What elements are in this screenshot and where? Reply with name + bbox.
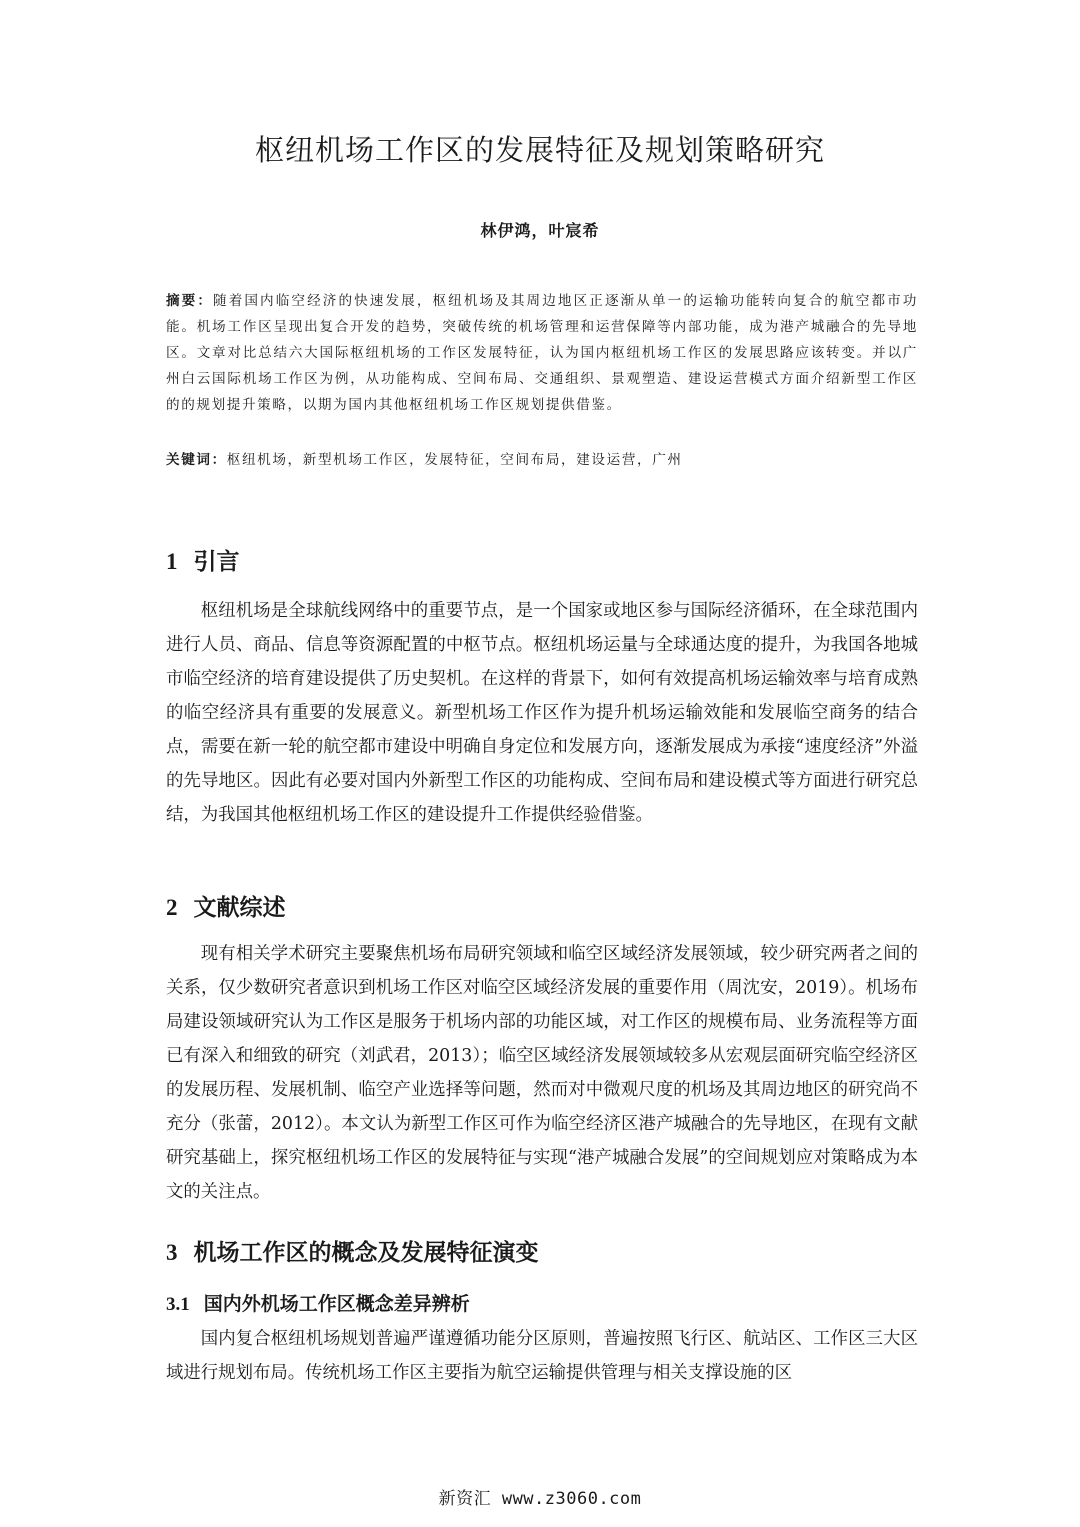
section-1-paragraph: 枢纽机场是全球航线网络中的重要节点，是一个国家或地区参与国际经济循环，在全球范围内进行人员、商品、信息等资源配置的中枢节点。枢纽机场运量与全球通达度的提升，为我国各地城市临空经济的培育建设提供了历史契机。在这样的背景下，如何有效提高机场运输效率与培育成熟的临空经济具有重要的发展意义。新型机场工作区作为提升机场运输效能和发展临空商务的结合点，需要在新一轮的航空都市建设中明确自身定位和发展方向，逐渐发展成为承接“速度经济”外溢的先导地区。因此有必要对国内外新型工作区的功能构成、空间布局和建设模式等方面进行研究总结，为我国其他枢纽机场工作区的建设提升工作提供经验借鉴。 <box>166 601 918 825</box>
section-3-1-paragraph: 国内复合枢纽机场规划普遍严谨遵循功能分区原则，普遍按照飞行区、航站区、工作区三大区域进行规划布局。传统机场工作区主要指为航空运输提供管理与相关支撑设施的区 <box>166 1329 918 1383</box>
abstract-text: 随着国内临空经济的快速发展，枢纽机场及其周边地区正逐渐从单一的运输功能转向复合的航空都市功能。机场工作区呈现出复合开发的趋势，突破传统的机场管理和运营保障等内部功能，成为港产城融合的先导地区。文章对比总结六大国际枢纽机场的工作区发展特征，认为国内枢纽机场工作区的发展思路应该转变。并以广州白云国际机场工作区为例，从功能构成、空间布局、交通组织、景观塑造、建设运营模式方面介绍新型工作区的的规划提升策略，以期为国内其他枢纽机场工作区规划提供借鉴。 <box>166 293 918 413</box>
subsection-title: 国内外机场工作区概念差异辨析 <box>203 1293 470 1315</box>
section-title: 文献综述 <box>193 895 286 921</box>
section-3-heading <box>166 1237 539 1269</box>
section-number: 3 <box>166 1240 178 1265</box>
keywords <box>166 447 918 473</box>
abstract-label: 摘要： <box>166 293 214 309</box>
abstract <box>166 288 918 418</box>
paper-authors: 林伊鸿，叶宸希 <box>480 221 600 240</box>
section-title: 机场工作区的概念及发展特征演变 <box>193 1240 539 1266</box>
section-number: 1 <box>166 549 178 574</box>
section-title: 引言 <box>193 549 240 575</box>
paper-title: 枢纽机场工作区的发展特征及规划策略研究 <box>254 133 825 167</box>
subsection-number: 3.1 <box>166 1294 190 1315</box>
section-1-heading <box>166 546 240 578</box>
section-2-paragraph: 现有相关学术研究主要聚焦机场布局研究领域和临空区域经济发展领域，较少研究两者之间的关系，仅少数研究者意识到机场工作区对临空区域经济发展的重要作用（周沈安，2019）。机场布局建设领域研究认为工作区是服务于机场内部的功能区域，对工作区的规模布局、业务流程等方面已有深入和细致的研究（刘武君，2013）；临空区域经济发展领域较多从宏观层面研究临空经济区的发展历程、发展机制、临空产业选择等问题，然而对中微观尺度的机场及其周边地区的研究尚不充分（张蕾，2012）。本文认为新型工作区可作为临空经济区港产城融合的先导地区，在现有文献研究基础上，探究枢纽机场工作区的发展特征与实现“港产城融合发展”的空间规划应对策略成为本文的关注点。 <box>166 944 918 1202</box>
section-3-1-heading <box>166 1290 470 1319</box>
keywords-text: 枢纽机场，新型机场工作区，发展特征，空间布局，建设运营，广州 <box>226 452 683 468</box>
keywords-label: 关键词： <box>166 452 227 468</box>
section-2-heading <box>166 892 286 924</box>
footer-watermark: 新资汇 www.z3060.com <box>438 1489 642 1509</box>
section-number: 2 <box>166 895 178 920</box>
